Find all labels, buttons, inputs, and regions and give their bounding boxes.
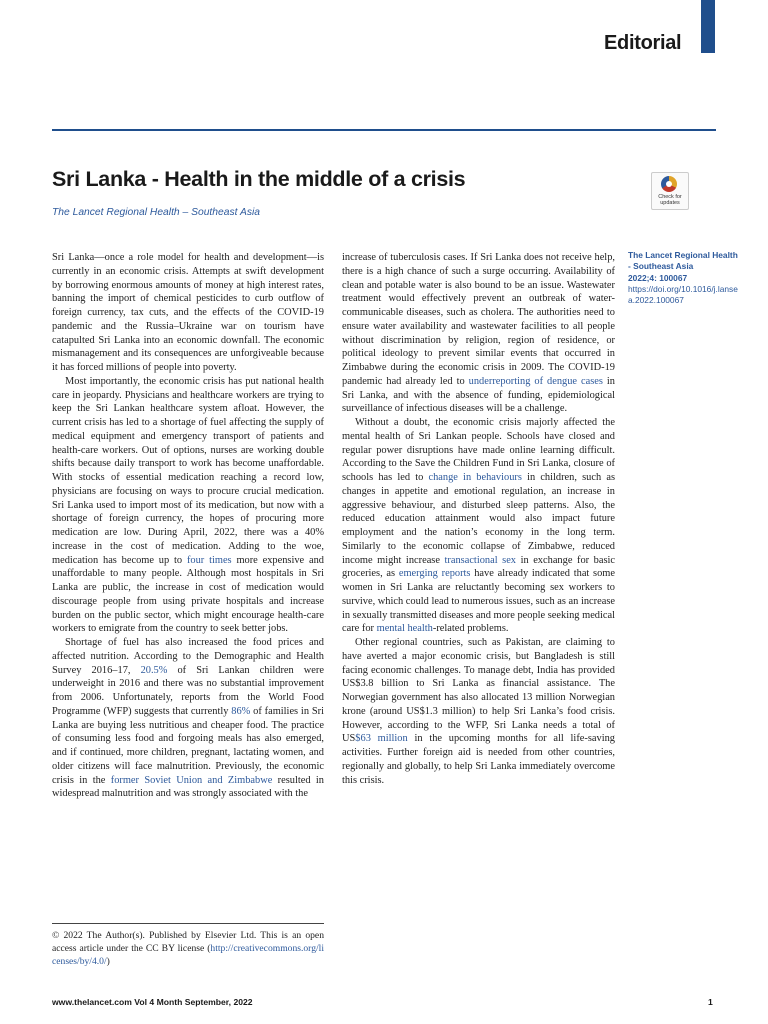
article-title: Sri Lanka - Health in the middle of a crisis: [52, 167, 466, 191]
journal-name[interactable]: The Lancet Regional Health – Southeast Asia: [52, 207, 260, 218]
paragraph: [342, 251, 615, 416]
paragraph-text: have already indicated that some women in Sri Lanka are reluctantly becoming sex workers to survive, which could lead to numerous issues, such as an increase in sexually transmitted diseases and more people seeking medical care for: [342, 568, 615, 635]
article-info-sidebar: [628, 250, 738, 306]
paragraph-text: of Sri Lankan children were underweight in 2016 and there was no substantial improvement from 2006. Unfortunately, reports from the World Food Programme (WFP) suggests that currently: [52, 664, 324, 717]
check-for-updates-label: Check for updates: [658, 194, 682, 206]
paragraph-text: in exchange for basic groceries, as: [342, 554, 615, 580]
paragraph-text: resulted in widespread malnutrition and was strongly associated with the: [52, 774, 324, 800]
paragraph-text: -related problems.: [432, 623, 509, 635]
check-for-updates-icon: [661, 176, 677, 192]
sidebar-journal: The Lancet Regional Health - Southeast Asia: [628, 250, 738, 272]
link-underweight-stat[interactable]: 20.5%: [140, 664, 168, 676]
sidebar-volume: 2022;4: 100067: [628, 272, 688, 283]
link-four-times[interactable]: four times: [186, 554, 232, 566]
license-text: © 2022 The Author(s). Published by Elsevier Ltd. This is an open access article under the CC BY license (: [52, 930, 324, 954]
link-mental-health[interactable]: mental health: [376, 623, 433, 635]
header-divider: [52, 129, 716, 131]
paragraph-text: of families in Sri Lanka are buying less nutritious and cheaper food. The practice of consuming less food and forgoing meals has also emerged, and if continued, more children, pregnant, lactating women, and older citizens will face malnutrition. Previously, the economic crisis in the: [52, 705, 324, 786]
section-label: Editorial: [604, 32, 682, 54]
paragraph: [342, 416, 615, 636]
paragraph-text: Sri Lanka—once a role model for health and development—is currently in an economic crisis. Attempts at swift development by borrowing enormous amounts of money at high interest rates, banning the import of chemical pesticides to curb outflow of foreign currency, tax cuts, and the effects of the COVID-19 pandemic and the Russia–Ukraine war on tourism have catapulted Sri Lanka into an economic downfall. The economic mismanagement and its consequences are unforgiveable because it has forced millions of people into poverty.: [52, 252, 324, 373]
link-families-stat[interactable]: 86%: [231, 705, 251, 717]
paragraph-text: Other regional countries, such as Pakistan, are claiming to have averted a major economic crisis, but Bangladesh is still facing economic challenges. To manage debt, India has provided US$3.8 billion to Sri Lanka as financial assistance. The Norwegian government has also allocated 13 million Norwegian krone (around US$1.3 million) to help Sri Lanka’s food crisis. However, according to the WFP, Sri Lanka needs a total of US: [342, 637, 615, 745]
paragraph: [52, 375, 324, 636]
paragraph-text: Shortage of fuel has also increased the food prices and affected nutrition. According to the Demographic and Health Survey 2016–17,: [52, 637, 324, 676]
link-dengue-underreporting[interactable]: underreporting of dengue cases: [468, 375, 603, 387]
page-number: 1: [708, 997, 713, 1007]
license-note: [52, 929, 324, 968]
link-change-in-behaviours[interactable]: change in behaviours: [428, 472, 522, 483]
license-link[interactable]: http://creativecommons.org/licenses/by/4.0/: [52, 943, 324, 967]
check-for-updates-badge[interactable]: [651, 172, 689, 210]
paragraph: [52, 251, 324, 375]
footer-citation: www.thelancet.com Vol 4 Month September, 2022: [52, 997, 253, 1007]
body-column-left: [52, 251, 324, 801]
paragraph-text: in Sri Lanka, and with the absence of funding, epidemiological surveillance of infectious diseases will be a challenge.: [342, 375, 616, 415]
body-column-middle: [342, 251, 615, 787]
paragraph: [342, 636, 615, 787]
link-63-million[interactable]: $63 million: [355, 733, 408, 745]
paragraph-text: more expensive and unaffordable to many people. Although most hospitals in Sri Lanka are public, the increase in cost of medication would discourage people from using private hospitals and increase burden on the public sector, which might encourage health-care workers to emigrate from the country to seek better jobs.: [52, 554, 324, 635]
paragraph-text: in the upcoming months for all life-saving activities. Further foreign aid is needed from other countries, regionally and globally, to help Sri Lanka immediately overcome this crisis.: [342, 733, 615, 786]
doi-link[interactable]: https://doi.org/10.1016/j.lansea.2022.100067: [628, 283, 738, 306]
paragraph-text: in children, such as changes in appetite and emotional regulation, an increase in aggressive behaviour, and disturbed sleep patterns. Also, the reduced education attainment would also impact future employment and the nation’s economy in the long term. Similarly to the economic collapse of Zimbabwe, reduced income might increase: [342, 472, 615, 566]
section-marker-bar: [701, 0, 715, 53]
footnote-divider: [52, 923, 324, 924]
link-former-soviet-union[interactable]: former Soviet Union and Zimbabwe: [110, 774, 273, 786]
paragraph: [52, 636, 324, 801]
link-transactional-sex[interactable]: transactional sex: [444, 554, 517, 566]
paragraph-text: Most importantly, the economic crisis has put national health care in jeopardy. Physicians and healthcare workers are trying to keep the Sri Lankan healthcare system afloat. However, the current crisis has led to a shortage of fuel affecting the supply of medical equipment and emergency transport of patients and health-care workers. Out of options, nurses are working double shifts because daily transport to work has become unaffordable. With stocks of essential medication reaching a record low, physicians are focusing on ways to procure crucial medication. Sri Lanka used to import most of its medication, but now with a shortage of foreign currency, the hopes of procuring more medication are low. During April, 2022, there was a 40% increase in the cost of medication. Adding to the woe, medication has become up to: [52, 375, 324, 566]
paragraph-text: increase of tuberculosis cases. If Sri Lanka does not receive help, there is a high chance of such a surge occurring. Availability of clean and potable water is also bound to be an issue. Wastewater treatment would effectively prevent an outbreak of water-communicable diseases, such as cholera. The authorities need to ensure water availability and wastewater facilities to all people without discrimination by religion, region of residence, or political ideology to prevent similar events that occurred in Zimbabwe during the economic crisis in 2009. The COVID-19 pandemic had already led to: [342, 252, 615, 387]
license-text: ): [106, 956, 110, 967]
paragraph-text: Without a doubt, the economic crisis majorly affected the mental health of Sri Lankan people. Schools have closed and regular power disruptions have made online learning difficult. According to the Save the Children Fund in Sri Lanka, closure of schools has led to: [342, 417, 615, 483]
link-emerging-reports[interactable]: emerging reports: [398, 568, 471, 580]
